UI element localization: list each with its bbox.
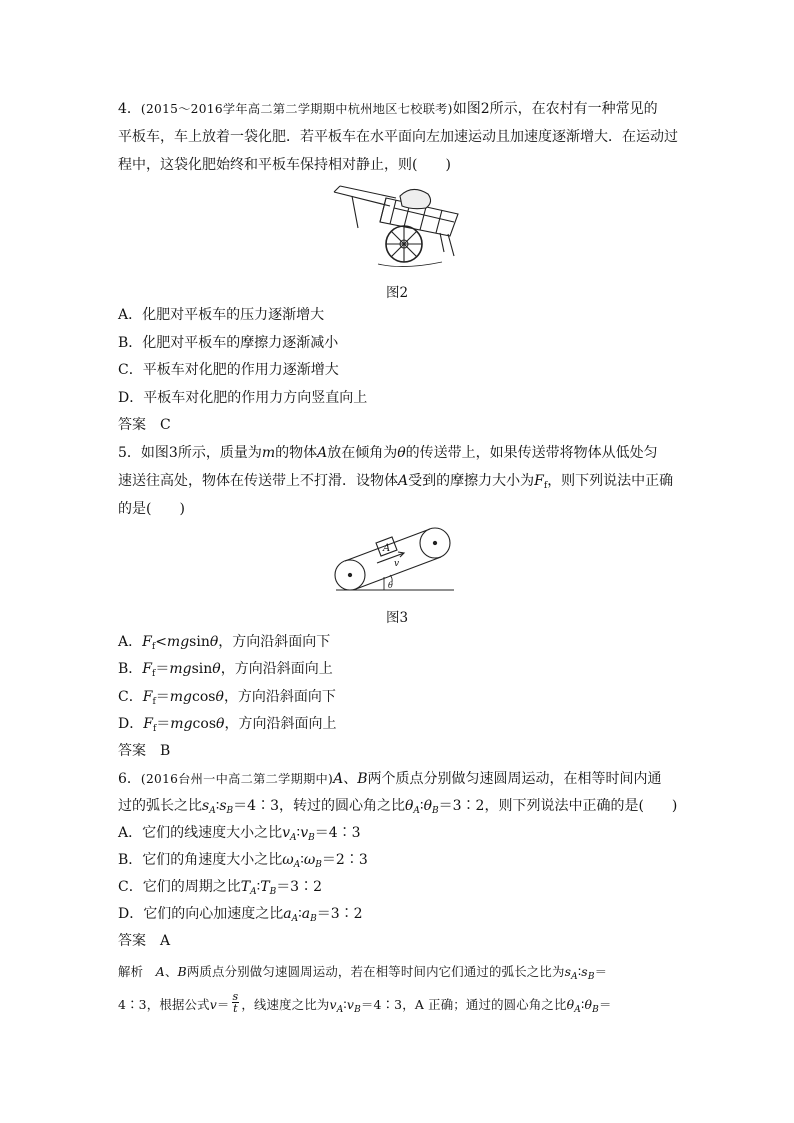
q4-stem-line-3: 程中，这袋化肥始终和平板车保持相对静止，则( ) [118, 157, 451, 173]
q4-source: (2015～2016学年高二第二学期期中杭州地区七校联考) [140, 102, 453, 116]
q4-stem-line-1: 4．(2015～2016学年高二第二学期期中杭州地区七校联考)如图2所示，在农村有一种常见的 [118, 101, 658, 117]
q4-stem-line-2: 平板车，车上放着一袋化肥．若平板车在水平面向左加速运动且加速度逐渐增大．在运动过 [118, 129, 678, 145]
q6-option-c: C．它们的周期之比$T_A∶T_B=3∶2$ [118, 879, 323, 897]
q6-stem-line-2: 过的弧长之比$s_A∶s_B=4∶3$，转过的圆心角之比$\theta_A∶\theta_B=3∶2$，则下列说法中正确的是( ) [118, 798, 678, 816]
q5-answer: 答案 B [118, 743, 171, 759]
angle-label: θ [388, 581, 393, 590]
formula-fraction: $\frac{s}{t}$ [232, 990, 239, 1015]
q4-answer: 答案 C [118, 417, 171, 433]
cart-illustration [330, 178, 464, 274]
q5-option-a: A．$F_f<mgsin\theta$，方向沿斜面向下 [118, 634, 331, 652]
velocity-label: v [394, 559, 400, 569]
q6-stem-line-1: 6．(2016台州一中高二第二学期期中)A、B两个质点分别做匀速圆周运动，在相等时间内通 [118, 771, 662, 787]
q5-stem-line-1: 5．如图3所示，质量为m的物体A放在倾角为θ的传送带上，如果传送带将物体从低处匀 [118, 445, 658, 461]
q6-option-d: D．它们的向心加速度之比$a_A∶a_B=3∶2$ [118, 906, 363, 924]
q5-stem-line-3: 的是( ) [118, 501, 185, 517]
conveyor-belt-diagram [328, 522, 456, 594]
q6-option-b: B．它们的角速度大小之比$\omega_A∶\omega_B=2∶3$ [118, 852, 368, 870]
block-label: A [383, 543, 391, 554]
q5-option-d: D．$F_f=mgcos\theta$，方向沿斜面向上 [118, 716, 337, 734]
q6-analysis-line-2: 4∶3，根据公式v＝ $\frac{s}{t}$ ，线速度之比为$v_A∶v_B=4∶3$，A 正确；通过的圆心角之比$\theta_A∶\theta_B=$ [118, 990, 612, 1015]
q5-stem-line-2: 速送往高处，物体在传送带上不打滑．设物体A受到的摩擦力大小为$F_f$，则下列说法中正确 [118, 473, 674, 491]
q6-source: (2016台州一中高二第二学期期中) [140, 772, 334, 786]
figure-2-caption: 图2 [386, 285, 409, 301]
q4-option-a: A．化肥对平板车的压力逐渐增大 [118, 307, 325, 323]
q5-option-b: B．$F_f=mgsin\theta$，方向沿斜面向上 [118, 661, 333, 679]
q4-number: 4． [118, 101, 141, 117]
q6-answer: 答案 A [118, 933, 171, 949]
analysis-label: 解析 [118, 964, 144, 979]
q4-option-c: C．平板车对化肥的作用力逐渐增大 [118, 362, 339, 378]
q6-option-a: A．它们的线速度大小之比$v_A∶v_B=4∶3$ [118, 825, 361, 843]
q5-option-c: C．$F_f=mgcos\theta$，方向沿斜面向下 [118, 689, 336, 707]
figure-3-caption: 图3 [386, 610, 409, 626]
q6-analysis-line-1: 解析 A、B两质点分别做匀速圆周运动，若在相等时间内它们通过的弧长之比为$s_A∶s_B=$ [118, 964, 608, 982]
q4-option-d: D．平板车对化肥的作用力方向竖直向上 [118, 390, 368, 406]
q4-option-b: B．化肥对平板车的摩擦力逐渐减小 [118, 335, 339, 351]
